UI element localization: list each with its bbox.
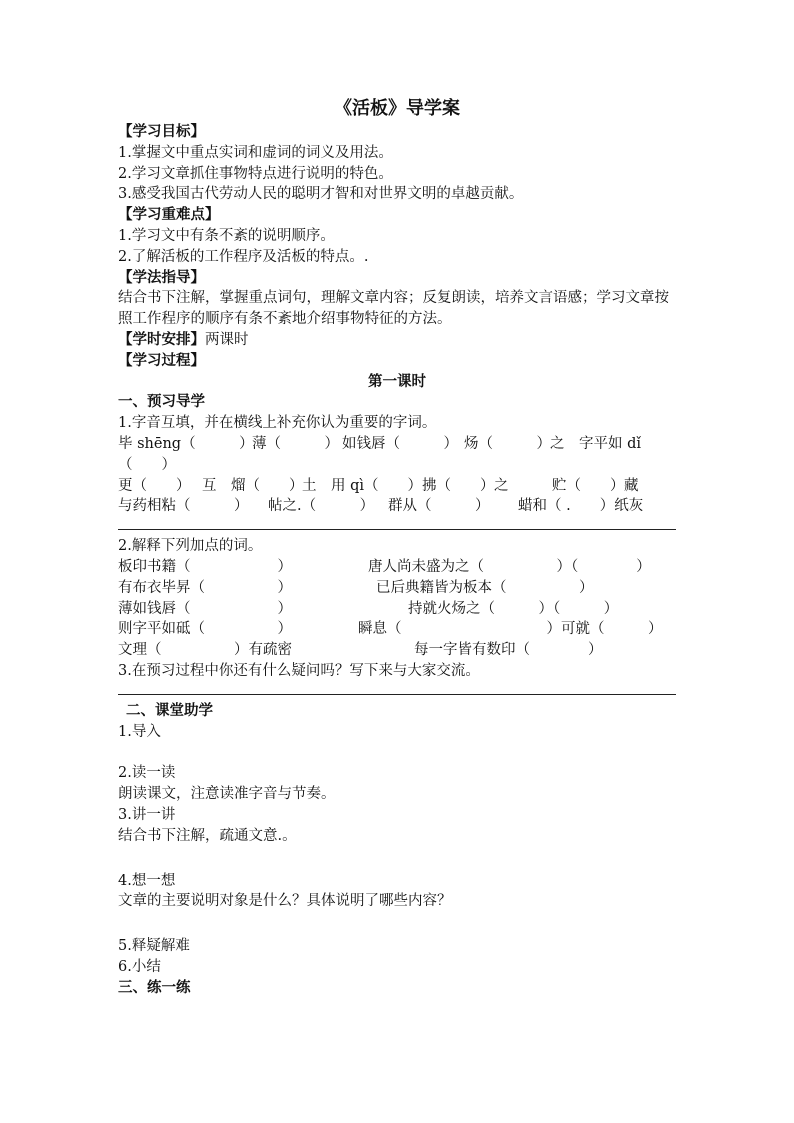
answer-line[interactable] [118,517,676,530]
word-cell: 有布衣毕昇（ ） [118,579,292,596]
word-cell: 持就火炀之（ ）（ ） [408,600,619,617]
pinyin-cell: 与药相粘（ ） [118,498,249,515]
word-cell: 则字平如砥（ ） [118,621,292,638]
pinyin-cell: 帖之.（ ） [268,498,375,515]
classroom-item: 4.想一想 [118,872,176,889]
blank-space [118,912,676,936]
pinyin-cell: 之 字平如 dǐ [550,435,642,452]
word-row [118,619,676,640]
method-heading: 【学法指导】 [118,268,205,286]
pinyin-cell: 拂（ ） [422,477,495,494]
schedule-value: 两课时 [205,331,249,348]
pinyin-cell: 土 用 qì（ ） [302,477,423,494]
process-heading: 【学习过程】 [118,351,205,369]
method-text: 结合书下注解，掌握重点词句，理解文章内容；反复朗读，培养文言语感；学习文章按照工作程序的顺序有条不紊地介绍事物特征的方法。 [118,290,669,328]
pinyin-cell: 藏 [624,477,639,494]
word-cell: 薄如钱唇（ ） [118,600,292,617]
key-points-heading: 【学习重难点】 [118,206,220,224]
classroom-item: 文章的主要说明对象是什么？具体说明了哪些内容？ [118,893,452,910]
page-title: 《活板》导学案 [334,98,460,119]
pinyin-cell: 群从（ ） [388,498,490,515]
goal-item: 3.感受我国古代劳动人民的聪明才智和对世界文明的卓越贡献。 [118,186,524,203]
question-3: 3.在预习过程中你还有什么疑问吗？写下来与大家交流。 [118,662,480,679]
classroom-item: 5.释疑解难 [118,938,190,955]
pinyin-cell: 薄（ ） [252,435,339,452]
word-row [118,599,676,620]
pinyin-row-3 [118,496,676,517]
goals-heading: 【学习目标】 [118,123,205,140]
pinyin-cell: 毕 shēng（ ） [118,435,254,452]
pinyin-cell: 炀（ ） [464,435,551,452]
word-row [118,557,676,578]
pinyin-cell: 蜡和（ . ）纸灰 [518,498,644,515]
word-cell: 唐人尚未盛为之（ ）（ ） [368,558,651,575]
question-1: 1.字音互填，并在横线上补充你认为重要的字词。 [118,415,437,432]
word-cell: 瞬息（ ）可就（ ） [358,621,663,638]
document-page [118,96,676,998]
word-cell: 板印书籍（ ） [118,558,292,575]
schedule-heading: 【学时安排】 [118,330,205,348]
pinyin-cell: 互 熘（ ） [202,477,304,494]
classroom-heading: 二、课堂助学 [126,701,213,719]
classroom-item: 朗读课文，注意读准字音与节奏。 [118,786,336,803]
classroom-item: 结合书下注解，疏通文意.。 [118,827,297,844]
blank-space [118,847,676,871]
classroom-item: 1.导入 [118,723,161,740]
pinyin-cell: 之 贮（ ） [494,477,625,494]
preview-heading: 一、预习导学 [118,393,205,411]
pinyin-cell: 如钱唇（ ） [342,435,458,452]
goal-item: 2.学习文章抓住事物特点进行说明的特色。 [118,165,393,182]
classroom-item: 3.讲一讲 [118,806,176,823]
key-point-item: 2.了解活板的工作程序及活板的特点。. [118,248,369,265]
pinyin-cell: 更（ ） [118,477,191,494]
lesson-title: 第一课时 [368,372,426,390]
pinyin-row-1b: （ ） [118,456,176,473]
blank-space [118,742,676,763]
practice-heading: 三、练一练 [118,978,191,996]
word-row [118,640,676,661]
word-cell: 每一字皆有数印（ ） [414,642,603,659]
key-point-item: 1.学习文中有条不紊的说明顺序。 [118,227,335,244]
goal-item: 1.掌握文中重点实词和虚词的词义及用法。 [118,144,393,161]
answer-line[interactable] [118,682,676,695]
word-cell: 已后典籍皆为板本（ ） [376,579,594,596]
pinyin-row-1 [118,434,676,455]
classroom-item: 6.小结 [118,958,161,975]
pinyin-row-2 [118,476,676,497]
word-row [118,578,676,599]
schedule-line [118,330,676,351]
word-cell: 文理（ ）有疏密 [118,642,292,659]
question-2: 2.解释下列加点的词。 [118,538,263,555]
classroom-item: 2.读一读 [118,765,176,782]
